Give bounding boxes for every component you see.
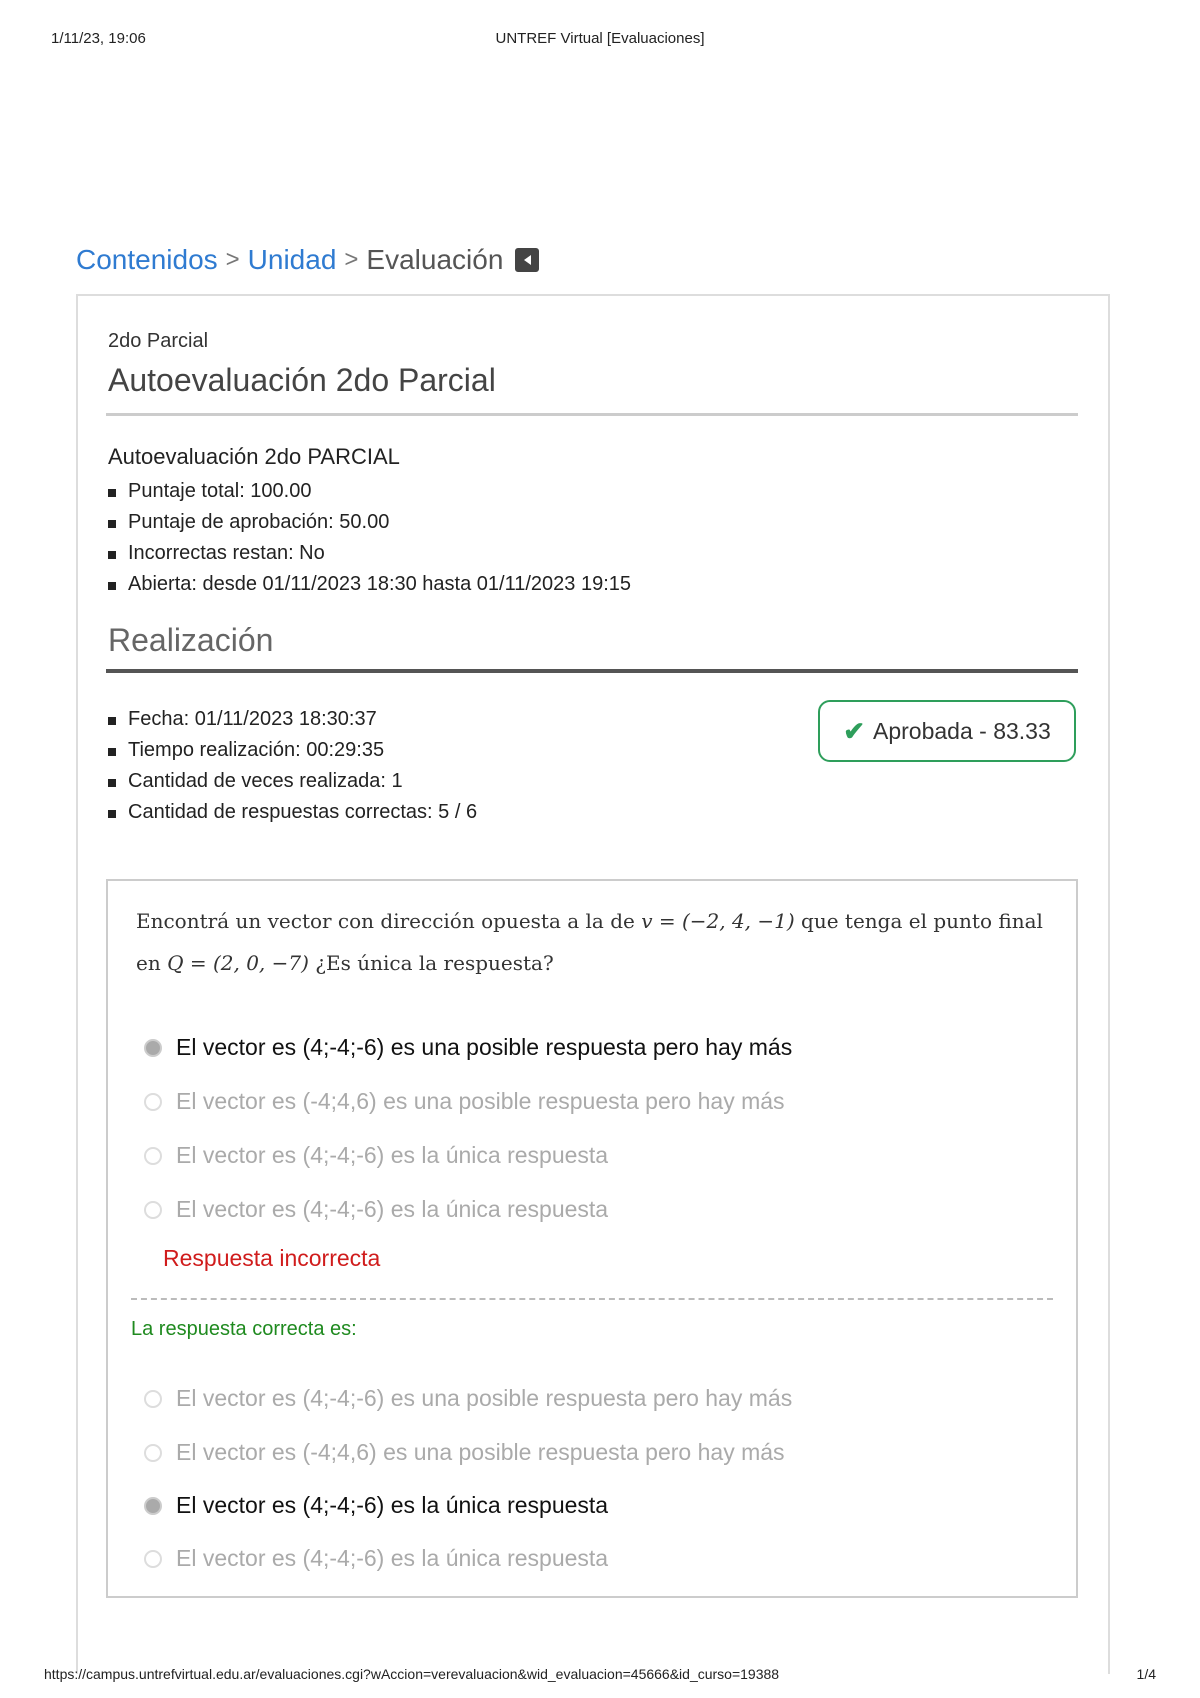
answer-option[interactable]: [144, 1196, 608, 1223]
check-icon: ✔: [843, 715, 866, 746]
question-text-part: ¿Es única la respuesta?: [308, 951, 554, 975]
divider: [106, 413, 1078, 416]
answer-option-label: El vector es (-4;4,6) es una posible respuesta pero hay más: [176, 1439, 785, 1465]
radio-button[interactable]: [144, 1201, 162, 1219]
print-title: UNTREF Virtual [Evaluaciones]: [495, 30, 705, 47]
correct-answer-option[interactable]: [144, 1492, 608, 1519]
list-item: Cantidad de respuestas correctas: 5 / 6: [108, 797, 477, 828]
list-item: Fecha: 01/11/2023 18:30:37: [108, 704, 477, 735]
answer-option-label: El vector es (4;-4;-6) es una posible respuesta pero hay más: [176, 1034, 793, 1060]
answer-option-label: El vector es (4;-4;-6) es la única respuesta: [176, 1545, 609, 1571]
print-header: [0, 30, 1200, 50]
answer-option-label: El vector es (4;-4;-6) es la única respuesta: [176, 1196, 609, 1222]
status-badge-label: Aprobada - 83.33: [873, 717, 1051, 744]
list-item: Abierta: desde 01/11/2023 18:30 hasta 01/11/2023 19:15: [108, 569, 631, 600]
radio-button[interactable]: [144, 1093, 162, 1111]
exam-name: Autoevaluación 2do PARCIAL: [108, 444, 400, 469]
breadcrumb-separator: >: [225, 246, 240, 273]
radio-button[interactable]: [144, 1039, 162, 1057]
math-point-q: Q = (2, 0, −7): [167, 951, 309, 975]
breadcrumb-separator: >: [344, 246, 359, 273]
breadcrumb-current: Evaluación: [366, 244, 504, 275]
feedback-incorrect: Respuesta incorrecta: [163, 1245, 381, 1271]
exam-info-list: [108, 476, 631, 600]
answer-option-label: El vector es (4;-4;-6) es la única respuesta: [176, 1142, 609, 1168]
divider: [106, 669, 1078, 673]
list-item: Incorrectas restan: No: [108, 538, 631, 569]
radio-button[interactable]: [144, 1497, 162, 1515]
print-datetime: 1/11/23, 19:06: [51, 30, 146, 47]
question-card: [106, 879, 1078, 1598]
answer-option[interactable]: [144, 1034, 792, 1061]
correct-answer-option[interactable]: [144, 1545, 608, 1572]
radio-button[interactable]: [144, 1444, 162, 1462]
print-page-number: 1/4: [1136, 1666, 1156, 1682]
print-url: https://campus.untrefvirtual.edu.ar/evaluaciones.cgi?wAccion=verevaluacion&wid_evaluacion=45666&id_curso=19388: [44, 1666, 780, 1682]
answer-option[interactable]: [144, 1088, 785, 1115]
answer-option-label: El vector es (4;-4;-6) es la única respuesta: [176, 1492, 609, 1518]
answer-option-label: El vector es (4;-4;-6) es una posible respuesta pero hay más: [176, 1385, 793, 1411]
correct-answer-option[interactable]: [144, 1439, 785, 1466]
breadcrumb: [76, 244, 539, 276]
page-title: Autoevaluación 2do Parcial: [108, 362, 496, 398]
correct-answer-option[interactable]: [144, 1385, 792, 1412]
question-text-part: Encontrá un vector con dirección opuesta a la de: [136, 909, 642, 933]
answer-option[interactable]: [144, 1142, 608, 1169]
list-item: Tiempo realización: 00:29:35: [108, 735, 477, 766]
question-text-part: en: [136, 951, 168, 975]
correct-answer-title: La respuesta correcta es:: [131, 1318, 357, 1340]
answer-option-label: El vector es (-4;4,6) es una posible respuesta pero hay más: [176, 1088, 785, 1114]
attempt-info-list: [108, 704, 477, 828]
radio-button[interactable]: [144, 1147, 162, 1165]
status-badge: [818, 700, 1076, 762]
question-text: [136, 900, 1056, 984]
list-item: Puntaje de aprobación: 50.00: [108, 507, 631, 538]
list-item: Puntaje total: 100.00: [108, 476, 631, 507]
breadcrumb-contenidos-link[interactable]: Contenidos: [76, 244, 218, 275]
radio-button[interactable]: [144, 1390, 162, 1408]
question-text-part: que tenga el punto final: [794, 909, 1043, 933]
math-vector-v: v = (−2, 4, −1): [641, 909, 795, 933]
radio-button[interactable]: [144, 1550, 162, 1568]
page-subtitle: 2do Parcial: [108, 330, 209, 352]
divider: [131, 1298, 1053, 1300]
breadcrumb-unidad-link[interactable]: Unidad: [247, 244, 337, 275]
collapse-left-icon[interactable]: [515, 248, 539, 272]
list-item: Cantidad de veces realizada: 1: [108, 766, 477, 797]
section-title-realizacion: Realización: [108, 622, 274, 658]
